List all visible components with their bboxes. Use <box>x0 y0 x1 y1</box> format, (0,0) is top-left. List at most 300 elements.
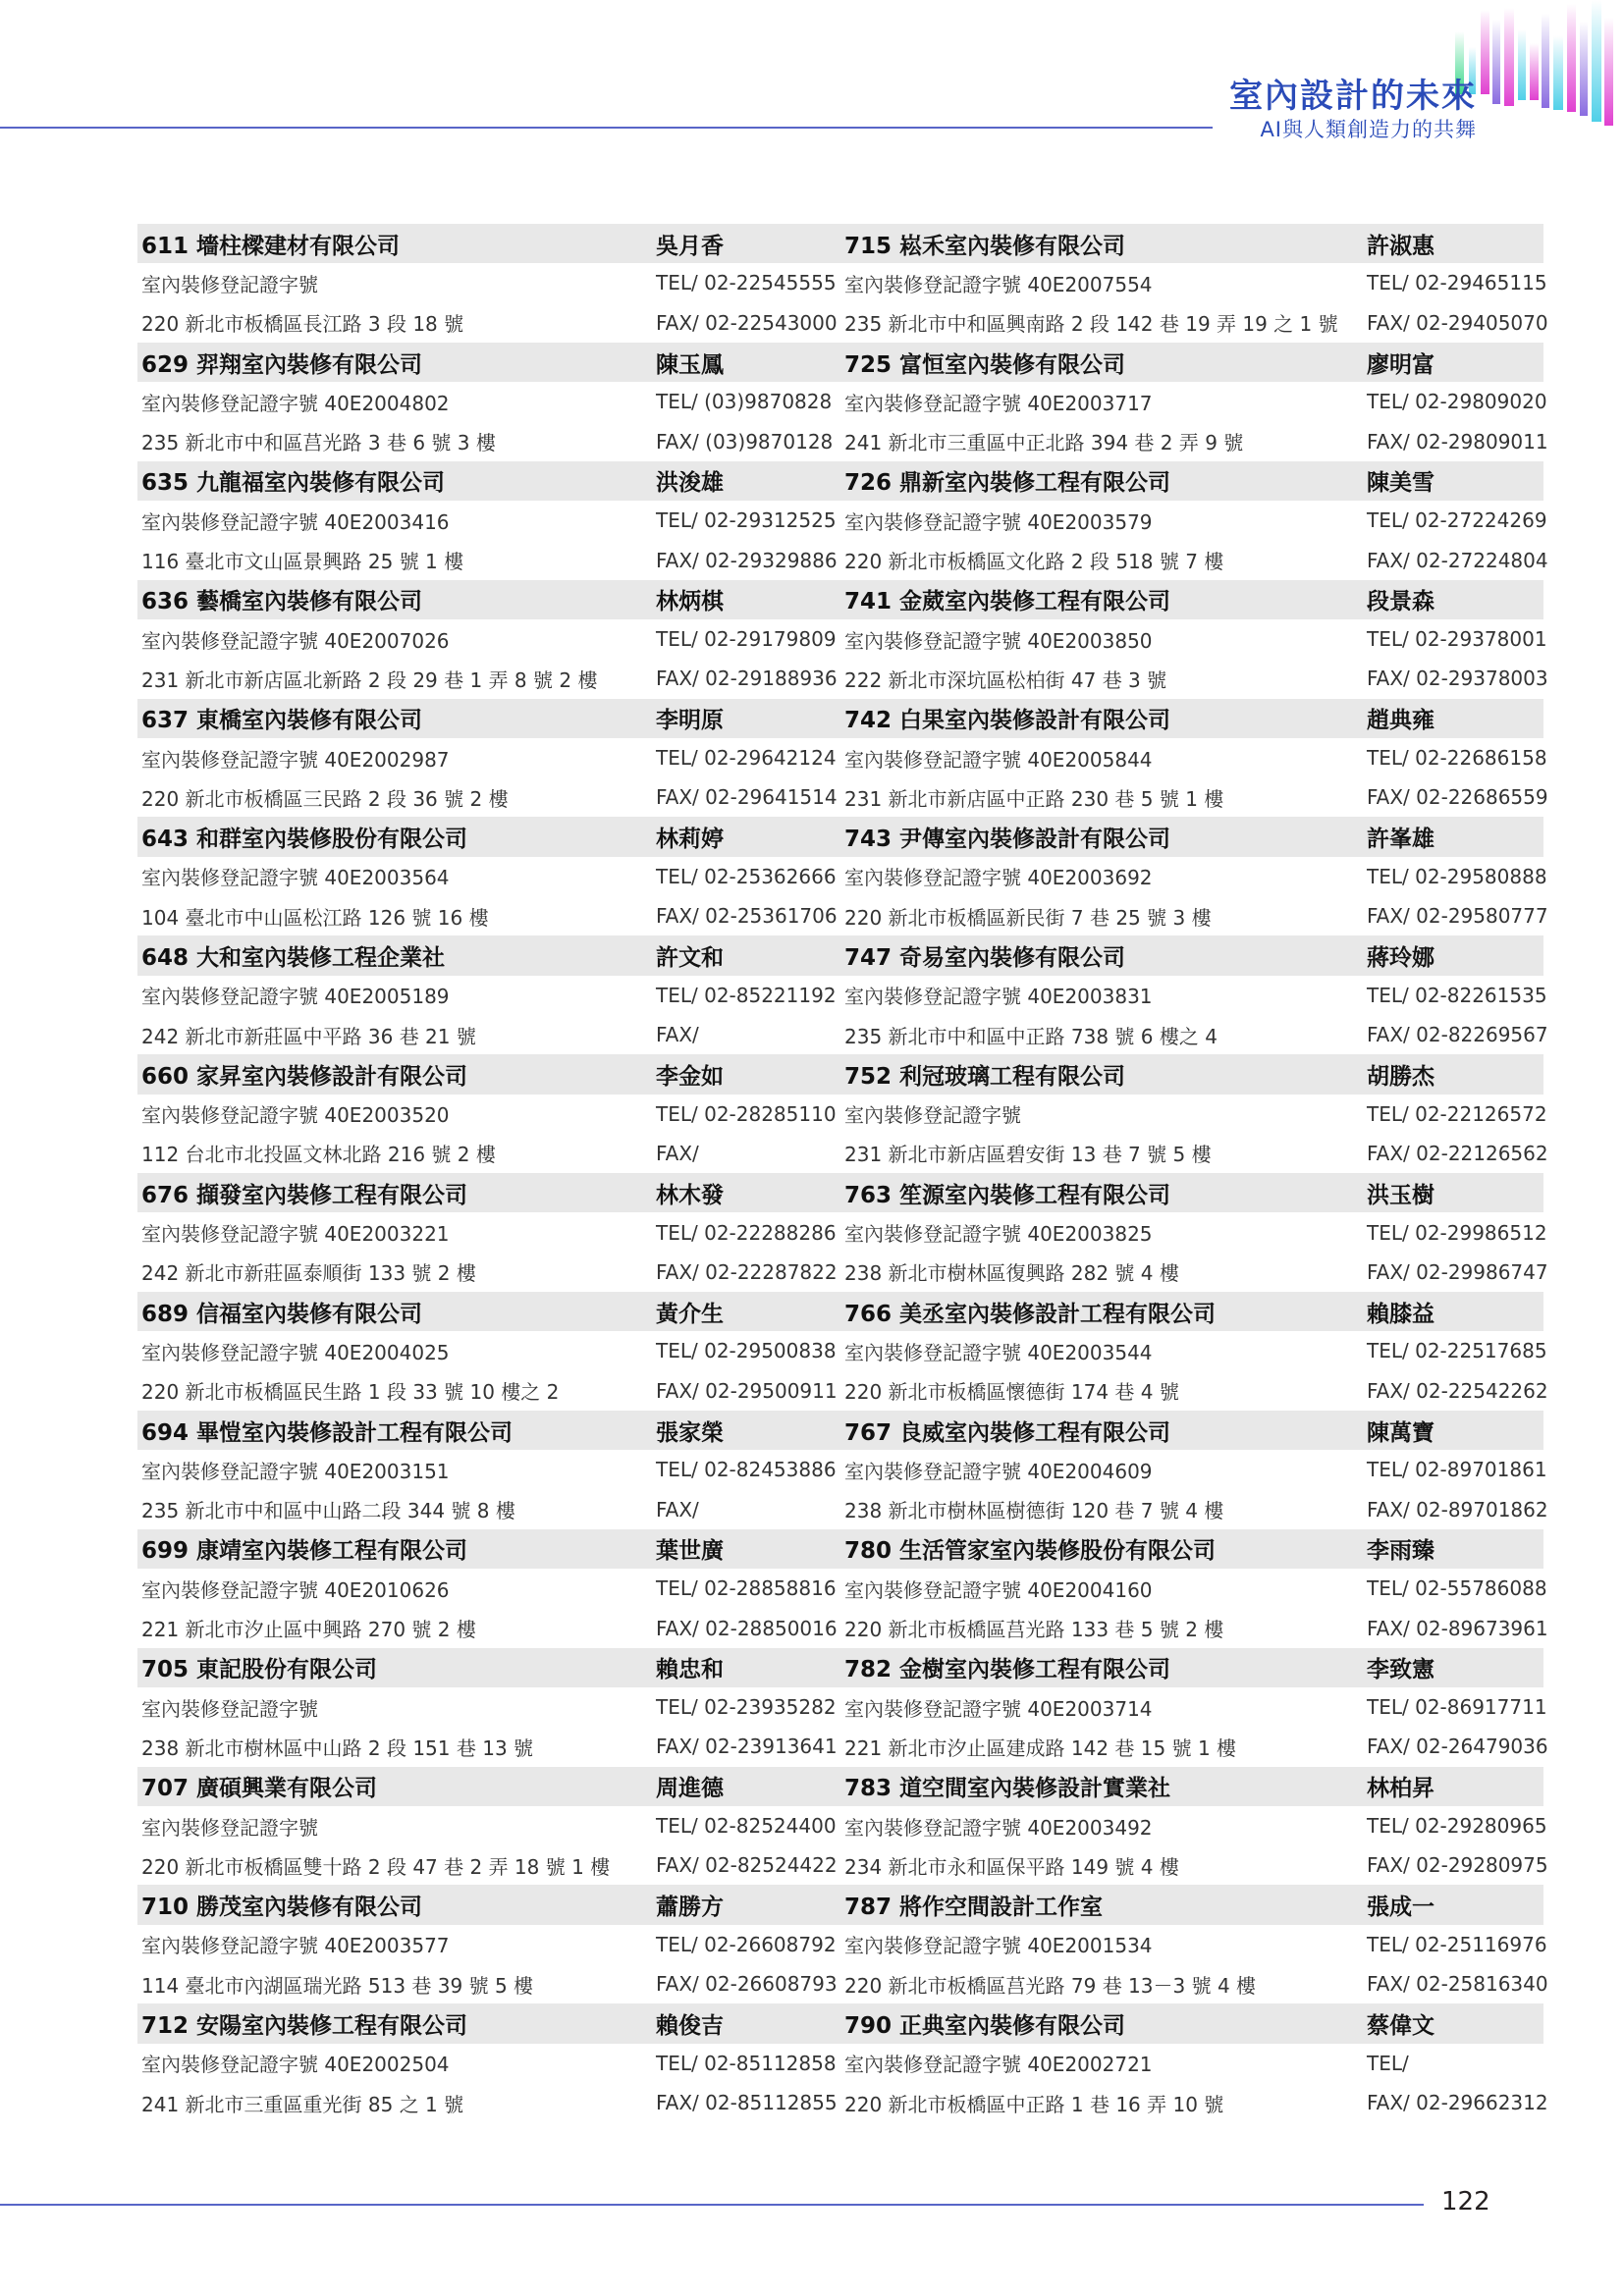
fax: FAX/ 02-29662312 <box>1367 2091 1548 2115</box>
registration-number: 室內裝修登記證字號 40E2003564 <box>141 866 450 890</box>
fax: FAX/ 02-26479036 <box>1367 1735 1548 1759</box>
contact-person: 吳月香 <box>656 233 724 259</box>
entry-detail-row <box>137 1569 840 1608</box>
directory-column-right <box>840 224 1548 2122</box>
registration-number: 室內裝修登記證字號 40E2003717 <box>844 391 1153 415</box>
address: 220 新北市板橋區三民路 2 段 36 號 2 樓 <box>141 786 509 811</box>
contact-person: 張家榮 <box>656 1419 724 1446</box>
company-name: 710 勝茂室內裝修有限公司 <box>141 1895 423 1921</box>
telephone: TEL/ 02-22288286 <box>656 1220 837 1245</box>
fax: FAX/ 02-29986747 <box>1367 1259 1548 1284</box>
registration-number: 室內裝修登記證字號 40E2003151 <box>141 1459 450 1483</box>
entry-header-row <box>840 1648 1543 1687</box>
entry-detail-row <box>840 738 1547 777</box>
contact-person: 李雨臻 <box>1367 1538 1435 1565</box>
entry-header-row <box>137 935 840 975</box>
company-entry <box>137 1292 840 1411</box>
company-entry <box>840 1411 1548 1529</box>
entry-header-row <box>840 817 1543 856</box>
telephone: TEL/ 02-89701861 <box>1367 1458 1547 1482</box>
company-name: 741 金葳室內裝修工程有限公司 <box>844 589 1171 615</box>
company-entry <box>840 461 1548 580</box>
entry-header-row <box>840 1054 1543 1094</box>
fax: FAX/ 02-29280975 <box>1367 1853 1548 1878</box>
fax: FAX/ 02-28850016 <box>656 1616 838 1640</box>
directory-column-left <box>137 224 840 2122</box>
entry-detail-row <box>137 1845 840 1885</box>
telephone: TEL/ (03)9870828 <box>656 390 833 414</box>
company-name: 790 正典室內裝修有限公司 <box>844 2013 1126 2039</box>
entry-header-row <box>137 1529 840 1569</box>
entry-detail-row <box>137 1490 840 1529</box>
entry-header-row <box>840 461 1543 501</box>
fax: FAX/ 02-22287822 <box>656 1259 838 1284</box>
company-entry <box>840 699 1548 818</box>
fax: FAX/ 02-82269567 <box>1367 1023 1548 1047</box>
company-name: 643 和群室內裝修股份有限公司 <box>141 827 468 853</box>
registration-number: 室內裝修登記證字號 <box>141 1696 318 1721</box>
telephone: TEL/ 02-28858816 <box>656 1576 837 1601</box>
contact-person: 林莉婷 <box>656 827 724 853</box>
entry-detail-row <box>137 2044 840 2083</box>
contact-person: 周進德 <box>656 1776 724 1802</box>
contact-person: 蔡偉文 <box>1367 2013 1435 2039</box>
entry-detail-row <box>840 1687 1547 1727</box>
entry-detail-row <box>840 1806 1547 1845</box>
entry-detail-row <box>137 1015 840 1054</box>
entry-header-row <box>137 343 840 382</box>
entry-header-row <box>840 580 1543 619</box>
entry-header-row <box>137 817 840 856</box>
contact-person: 賴忠和 <box>656 1657 724 1683</box>
company-entry <box>137 2003 840 2122</box>
entry-detail-row <box>840 896 1548 935</box>
contact-person: 許峯雄 <box>1367 827 1435 853</box>
entry-detail-row <box>840 1371 1548 1411</box>
fax: FAX/ <box>656 1141 699 1165</box>
contact-person: 黃介生 <box>656 1301 724 1327</box>
company-entry <box>840 1885 1548 2003</box>
entry-header-row <box>840 1292 1543 1331</box>
entry-header-row <box>137 1292 840 1331</box>
fax: FAX/ 02-22686559 <box>1367 785 1548 810</box>
contact-person: 胡勝杰 <box>1367 1063 1435 1090</box>
company-entry <box>137 1411 840 1529</box>
entry-detail-row <box>137 540 840 579</box>
entry-detail-row <box>137 1212 840 1252</box>
registration-number: 室內裝修登記證字號 <box>844 1103 1021 1128</box>
contact-person: 許文和 <box>656 944 724 971</box>
entry-detail-row <box>137 1253 840 1292</box>
company-name: 780 生活管家室內裝修股份有限公司 <box>844 1538 1217 1565</box>
company-entry <box>137 1648 840 1767</box>
entry-header-row <box>137 1767 840 1806</box>
fax: FAX/ 02-89673961 <box>1367 1616 1548 1640</box>
entry-detail-row <box>137 1095 840 1134</box>
telephone: TEL/ 02-55786088 <box>1367 1576 1547 1601</box>
fax: FAX/ 02-29405070 <box>1367 310 1548 335</box>
company-name: 766 美丞室內裝修設計工程有限公司 <box>844 1301 1217 1327</box>
entry-header-row <box>137 580 840 619</box>
entry-detail-row <box>840 1095 1547 1134</box>
entry-detail-row <box>840 2044 1543 2083</box>
company-entry <box>137 1885 840 2003</box>
company-entry <box>137 343 840 461</box>
contact-person: 賴膝益 <box>1367 1301 1435 1327</box>
telephone: TEL/ 02-29465115 <box>1367 271 1547 295</box>
entry-header-row <box>840 1529 1543 1569</box>
contact-person: 蕭勝方 <box>656 1895 724 1921</box>
contact-person: 李明原 <box>656 708 724 734</box>
header-rule <box>0 127 1213 129</box>
company-name: 611 墻柱樑建材有限公司 <box>141 233 401 259</box>
entry-header-row <box>137 461 840 501</box>
address: 220 新北市板橋區莒光路 79 巷 13－3 號 4 樓 <box>844 1973 1257 1998</box>
contact-person: 廖明富 <box>1367 351 1435 378</box>
address: 116 臺北市文山區景興路 25 號 1 樓 <box>141 550 464 574</box>
company-entry <box>840 1529 1548 1648</box>
company-name: 742 白果室內裝修設計有限公司 <box>844 708 1171 734</box>
fax: FAX/ <box>656 1023 699 1047</box>
entry-detail-row <box>137 976 840 1015</box>
address: 222 新北市深坑區松柏街 47 巷 3 號 <box>844 667 1167 692</box>
entry-detail-row <box>137 1727 840 1766</box>
entry-detail-row <box>137 303 840 343</box>
company-entry <box>137 1173 840 1292</box>
company-entry <box>840 817 1548 935</box>
address: 241 新北市三重區中正北路 394 巷 2 弄 9 號 <box>844 431 1244 455</box>
address: 220 新北市板橋區長江路 3 段 18 號 <box>141 312 464 337</box>
entry-header-row <box>137 224 840 263</box>
fax: FAX/ 02-85112855 <box>656 2091 838 2115</box>
telephone: TEL/ 02-29378001 <box>1367 627 1547 652</box>
fax: FAX/ 02-29188936 <box>656 667 838 691</box>
registration-number: 室內裝修登記證字號 40E2003577 <box>141 1934 450 1958</box>
fax: FAX/ (03)9870128 <box>656 429 834 454</box>
entry-detail-row <box>137 857 840 896</box>
entry-detail-row <box>137 619 840 659</box>
company-entry <box>840 1173 1548 1292</box>
entry-header-row <box>840 2003 1543 2043</box>
address: 238 新北市樹林區中山路 2 段 151 巷 13 號 <box>141 1735 534 1760</box>
company-name: 705 東記股份有限公司 <box>141 1657 378 1683</box>
telephone: TEL/ 02-85112858 <box>656 2051 837 2075</box>
address: 235 新北市中和區中正路 738 號 6 樓之 4 <box>844 1024 1218 1048</box>
page-number: 122 <box>1441 2187 1490 2216</box>
fax: FAX/ 02-29329886 <box>656 548 838 572</box>
header-subtitle: AI與人類創造力的共舞 <box>1260 118 1477 141</box>
telephone: TEL/ 02-27224269 <box>1367 508 1547 533</box>
company-entry <box>840 1292 1548 1411</box>
registration-number: 室內裝修登記證字號 40E2001534 <box>844 1934 1153 1958</box>
registration-number: 室內裝修登記證字號 40E2007554 <box>844 272 1153 296</box>
company-name: 783 道空間室內裝修設計實業社 <box>844 1776 1171 1802</box>
company-name: 712 安陽室內裝修工程有限公司 <box>141 2013 468 2039</box>
telephone: TEL/ <box>1367 2051 1409 2075</box>
contact-person: 洪玉樹 <box>1367 1182 1435 1208</box>
fax: FAX/ 02-29580777 <box>1367 904 1548 929</box>
entry-detail-row <box>840 540 1548 579</box>
entry-header-row <box>840 343 1543 382</box>
address: 235 新北市中和區中山路二段 344 號 8 樓 <box>141 1499 515 1523</box>
entry-header-row <box>137 1885 840 1924</box>
contact-person: 林炳棋 <box>656 589 724 615</box>
company-entry <box>840 1767 1548 1886</box>
company-name: 726 鼎新室內裝修工程有限公司 <box>844 470 1171 497</box>
contact-person: 葉世廣 <box>656 1538 724 1565</box>
telephone: TEL/ 02-22686158 <box>1367 746 1547 770</box>
fax: FAX/ 02-23913641 <box>656 1735 838 1759</box>
telephone: TEL/ 02-22545555 <box>656 271 837 295</box>
address: 220 新北市板橋區雙十路 2 段 47 巷 2 弄 18 號 1 樓 <box>141 1854 611 1879</box>
fax: FAX/ 02-27224804 <box>1367 548 1548 572</box>
company-entry <box>840 343 1548 461</box>
address: 220 新北市板橋區莒光路 133 巷 5 號 2 樓 <box>844 1618 1224 1642</box>
registration-number: 室內裝修登記證字號 40E2003221 <box>141 1222 450 1247</box>
fax: FAX/ <box>656 1497 699 1522</box>
registration-number: 室內裝修登記證字號 40E2003544 <box>844 1340 1153 1364</box>
company-name: 767 良威室內裝修工程有限公司 <box>844 1419 1171 1446</box>
company-name: 707 廣碩興業有限公司 <box>141 1776 378 1802</box>
entry-detail-row <box>137 738 840 777</box>
entry-detail-row <box>137 777 840 817</box>
registration-number: 室內裝修登記證字號 40E2003692 <box>844 866 1153 890</box>
registration-number: 室內裝修登記證字號 40E2003492 <box>844 1815 1153 1840</box>
entry-header-row <box>137 699 840 738</box>
entry-detail-row <box>840 303 1548 343</box>
registration-number: 室內裝修登記證字號 40E2007026 <box>141 628 450 653</box>
registration-number: 室內裝修登記證字號 40E2004609 <box>844 1459 1153 1483</box>
entry-detail-row <box>137 1964 840 2003</box>
telephone: TEL/ 02-29580888 <box>1367 864 1547 888</box>
telephone: TEL/ 02-86917711 <box>1367 1695 1547 1720</box>
registration-number: 室內裝修登記證字號 40E2003714 <box>844 1696 1153 1721</box>
registration-number: 室內裝修登記證字號 40E2004160 <box>844 1577 1153 1602</box>
entry-detail-row <box>137 1134 840 1173</box>
fax: FAX/ 02-29641514 <box>656 785 838 810</box>
company-entry <box>840 935 1548 1054</box>
contact-person: 許淑惠 <box>1367 233 1435 259</box>
registration-number: 室內裝修登記證字號 40E2002504 <box>141 2053 450 2077</box>
fax: FAX/ 02-89701862 <box>1367 1497 1548 1522</box>
entry-header-row <box>840 224 1543 263</box>
entry-detail-row <box>137 896 840 935</box>
address: 238 新北市樹林區復興路 282 號 4 樓 <box>844 1261 1179 1286</box>
registration-number: 室內裝修登記證字號 40E2004025 <box>141 1340 450 1364</box>
telephone: TEL/ 02-29500838 <box>656 1339 837 1363</box>
company-entry <box>137 224 840 343</box>
entry-detail-row <box>840 1845 1548 1885</box>
entry-detail-row <box>137 382 840 421</box>
entry-detail-row <box>840 1964 1548 2003</box>
entry-header-row <box>137 2003 840 2043</box>
registration-number: 室內裝修登記證字號 40E2003831 <box>844 985 1153 1009</box>
registration-number: 室內裝修登記證字號 40E2004802 <box>141 391 450 415</box>
registration-number: 室內裝修登記證字號 40E2010626 <box>141 1577 450 1602</box>
entry-detail-row <box>840 1490 1548 1529</box>
telephone: TEL/ 02-25116976 <box>1367 1932 1547 1956</box>
company-name: 752 利冠玻璃工程有限公司 <box>844 1063 1126 1090</box>
fax: FAX/ 02-29809011 <box>1367 429 1548 454</box>
company-entry <box>137 699 840 818</box>
company-name: 694 畢愷室內裝修設計工程有限公司 <box>141 1419 514 1446</box>
entry-detail-row <box>840 1212 1547 1252</box>
contact-person: 林柏昇 <box>1367 1776 1435 1802</box>
telephone: TEL/ 02-29280965 <box>1367 1814 1547 1839</box>
address: 238 新北市樹林區樹德街 120 巷 7 號 4 樓 <box>844 1499 1224 1523</box>
company-entry <box>137 935 840 1054</box>
contact-person: 李致憲 <box>1367 1657 1435 1683</box>
entry-detail-row <box>137 1925 840 1964</box>
registration-number: 室內裝修登記證字號 40E2003850 <box>844 628 1153 653</box>
address: 104 臺北市中山區松江路 126 號 16 樓 <box>141 905 489 930</box>
entry-detail-row <box>840 382 1547 421</box>
entry-detail-row <box>840 1134 1548 1173</box>
entry-detail-row <box>137 1608 840 1647</box>
entry-detail-row <box>137 1687 840 1727</box>
entry-detail-row <box>137 1806 840 1845</box>
registration-number: 室內裝修登記證字號 40E2002987 <box>141 747 450 772</box>
registration-number: 室內裝修登記證字號 40E2003579 <box>844 509 1153 534</box>
fax: FAX/ 02-82524422 <box>656 1853 838 1878</box>
entry-header-row <box>137 1411 840 1450</box>
address: 114 臺北市內湖區瑞光路 513 巷 39 號 5 樓 <box>141 1973 534 1998</box>
entry-header-row <box>840 1767 1543 1806</box>
company-name: 725 富恒室內裝修有限公司 <box>844 351 1126 378</box>
company-name: 636 藝橋室內裝修有限公司 <box>141 589 423 615</box>
company-name: 635 九龍福室內裝修有限公司 <box>141 470 446 497</box>
company-entry <box>840 224 1548 343</box>
telephone: TEL/ 02-29179809 <box>656 627 837 652</box>
entry-detail-row <box>840 421 1548 460</box>
company-entry <box>840 1648 1548 1767</box>
address: 221 新北市汐止區建成路 142 巷 15 號 1 樓 <box>844 1735 1237 1760</box>
address: 112 台北市北投區文林北路 216 號 2 樓 <box>141 1143 496 1167</box>
company-name: 782 金樹室內裝修工程有限公司 <box>844 1657 1171 1683</box>
company-entry <box>840 2003 1548 2122</box>
telephone: TEL/ 02-26608792 <box>656 1932 837 1956</box>
entry-detail-row <box>137 421 840 460</box>
contact-person: 張成一 <box>1367 1895 1435 1921</box>
contact-person: 趙典雍 <box>1367 708 1435 734</box>
fax: FAX/ 02-26608793 <box>656 1972 838 1997</box>
fax: FAX/ 02-29378003 <box>1367 667 1548 691</box>
address: 220 新北市板橋區新民街 7 巷 25 號 3 樓 <box>844 905 1212 930</box>
contact-person: 陳玉鳳 <box>656 351 724 378</box>
address: 234 新北市永和區保平路 149 號 4 樓 <box>844 1854 1179 1879</box>
address: 235 新北市中和區興南路 2 段 142 巷 19 弄 19 之 1 號 <box>844 312 1338 337</box>
company-name: 699 康靖室內裝修工程有限公司 <box>141 1538 468 1565</box>
address: 221 新北市汐止區中興路 270 號 2 樓 <box>141 1618 476 1642</box>
telephone: TEL/ 02-25362666 <box>656 864 837 888</box>
entry-detail-row <box>840 1450 1547 1489</box>
address: 242 新北市新莊區中平路 36 巷 21 號 <box>141 1024 476 1048</box>
telephone: TEL/ 02-29642124 <box>656 746 837 770</box>
entry-header-row <box>137 1648 840 1687</box>
entry-detail-row <box>840 1608 1548 1647</box>
company-name: 763 笙源室內裝修工程有限公司 <box>844 1182 1171 1208</box>
registration-number: 室內裝修登記證字號 40E2005189 <box>141 985 450 1009</box>
telephone: TEL/ 02-22517685 <box>1367 1339 1547 1363</box>
telephone: TEL/ 02-22126572 <box>1367 1101 1547 1126</box>
company-entry <box>137 1054 840 1173</box>
entry-detail-row <box>840 1253 1548 1292</box>
company-name: 637 東橋室內裝修有限公司 <box>141 708 423 734</box>
entry-detail-row <box>137 501 840 540</box>
entry-detail-row <box>840 619 1547 659</box>
company-entry <box>840 580 1548 699</box>
contact-person: 段景森 <box>1367 589 1435 615</box>
entry-detail-row <box>840 777 1548 817</box>
address: 231 新北市新店區北新路 2 段 29 巷 1 弄 8 號 2 樓 <box>141 667 598 692</box>
entry-header-row <box>840 935 1543 975</box>
contact-person: 洪浚雄 <box>656 470 724 497</box>
entry-header-row <box>840 699 1543 738</box>
entry-detail-row <box>840 659 1548 698</box>
entry-detail-row <box>840 1727 1548 1766</box>
address: 242 新北市新莊區泰順街 133 號 2 樓 <box>141 1261 476 1286</box>
company-name: 787 將作空間設計工作室 <box>844 1895 1104 1921</box>
entry-detail-row <box>137 263 840 302</box>
entry-detail-row <box>840 263 1547 302</box>
company-name: 676 擷發室內裝修工程有限公司 <box>141 1182 468 1208</box>
fax: FAX/ 02-22543000 <box>656 310 838 335</box>
company-name: 743 尹傳室內裝修設計有限公司 <box>844 827 1171 853</box>
entry-detail-row <box>840 1331 1547 1370</box>
company-name: 715 崧禾室內裝修有限公司 <box>844 233 1126 259</box>
telephone: TEL/ 02-23935282 <box>656 1695 837 1720</box>
telephone: TEL/ 02-82261535 <box>1367 983 1547 1007</box>
entry-detail-row <box>840 1925 1547 1964</box>
contact-person: 陳萬寶 <box>1367 1419 1435 1446</box>
telephone: TEL/ 02-85221192 <box>656 983 837 1007</box>
footer-rule <box>0 2204 1424 2206</box>
entry-detail-row <box>137 2083 840 2122</box>
company-entry <box>137 461 840 580</box>
company-name: 747 奇易室內裝修有限公司 <box>844 944 1126 971</box>
entry-detail-row <box>137 659 840 698</box>
address: 231 新北市新店區碧安街 13 巷 7 號 5 樓 <box>844 1143 1212 1167</box>
entry-header-row <box>840 1173 1543 1212</box>
contact-person: 賴俊吉 <box>656 2013 724 2039</box>
contact-person: 李金如 <box>656 1063 724 1090</box>
address: 235 新北市中和區莒光路 3 巷 6 號 3 樓 <box>141 431 496 455</box>
address: 220 新北市板橋區文化路 2 段 518 號 7 樓 <box>844 550 1224 574</box>
company-name: 689 信福室內裝修有限公司 <box>141 1301 423 1327</box>
telephone: TEL/ 02-82453886 <box>656 1458 837 1482</box>
entry-detail-row <box>840 976 1547 1015</box>
address: 241 新北市三重區重光街 85 之 1 號 <box>141 2092 464 2116</box>
entry-detail-row <box>137 1331 840 1370</box>
registration-number: 室內裝修登記證字號 <box>141 272 318 296</box>
entry-detail-row <box>137 1371 840 1411</box>
registration-number: 室內裝修登記證字號 40E2003416 <box>141 509 450 534</box>
telephone: TEL/ 02-28285110 <box>656 1101 837 1126</box>
telephone: TEL/ 02-29312525 <box>656 508 837 533</box>
entry-header-row <box>840 1885 1543 1924</box>
address: 231 新北市新店區中正路 230 巷 5 號 1 樓 <box>844 786 1224 811</box>
company-entry <box>137 1767 840 1886</box>
fax: FAX/ 02-22126562 <box>1367 1141 1548 1165</box>
fax: FAX/ 02-22542262 <box>1367 1378 1548 1403</box>
company-entry <box>840 1054 1548 1173</box>
contact-person: 陳美雪 <box>1367 470 1435 497</box>
entry-detail-row <box>137 1450 840 1489</box>
fax: FAX/ 02-25361706 <box>656 904 838 929</box>
company-entry <box>137 580 840 699</box>
contact-person: 林木發 <box>656 1182 724 1208</box>
registration-number: 室內裝修登記證字號 40E2002721 <box>844 2053 1153 2077</box>
